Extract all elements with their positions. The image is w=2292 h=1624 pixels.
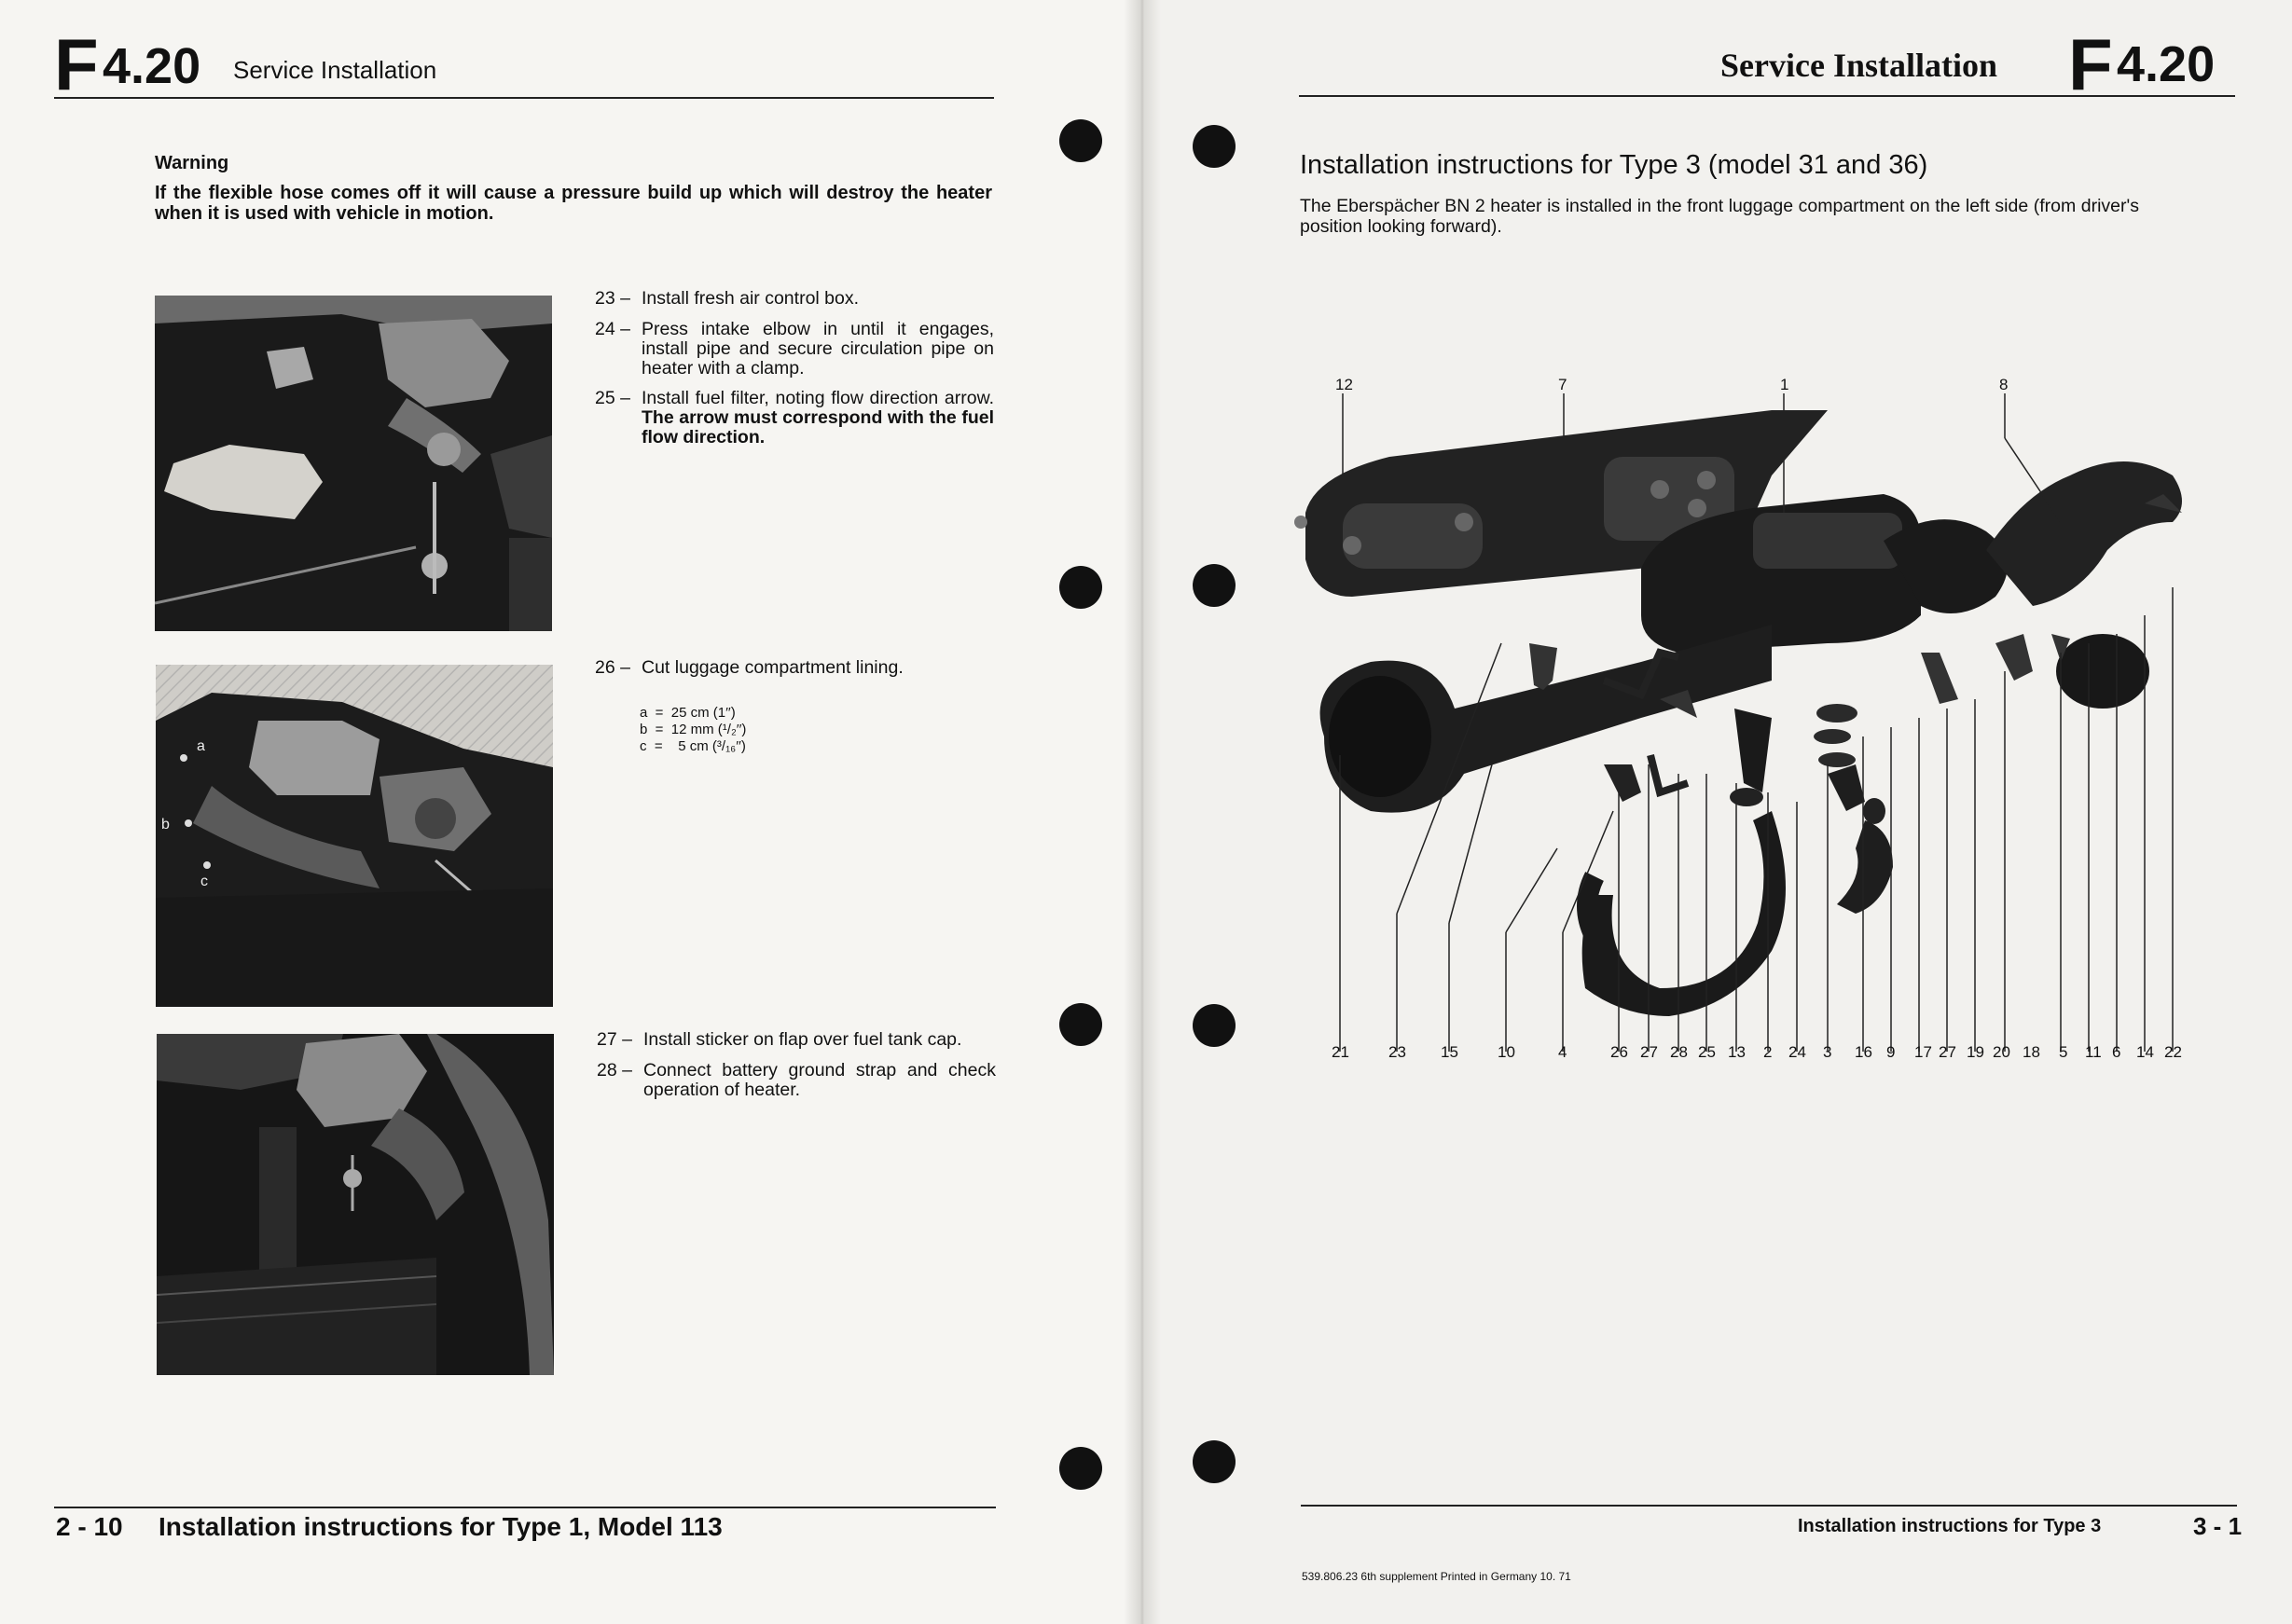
step-25-emphasis: The arrow must correspond with the fuel flow direction. (642, 407, 994, 447)
callout-label: 21 (1332, 1043, 1349, 1061)
callout-label: 24 (1788, 1043, 1806, 1061)
dimension-b: b = 12 mm (¹/₂′′) (640, 722, 747, 737)
warning-title: Warning (155, 153, 229, 173)
callout-label: 28 (1670, 1043, 1688, 1061)
step-23: 23 – Install fresh air control box. (595, 288, 860, 309)
callout-label: 14 (2136, 1043, 2154, 1061)
callout-label: 22 (2164, 1043, 2182, 1061)
step-26: 26 – Cut luggage compartment lining. (595, 657, 904, 678)
step-25: 25 – Install fuel filter, noting flow direction arrow. The arrow must correspond with the fuel flow direction. (595, 388, 994, 447)
callout-label: 10 (1498, 1043, 1515, 1061)
callout-label: 1 (1780, 376, 1789, 393)
callout-label: 2 (1763, 1043, 1773, 1061)
print-line: 539.806.23 6th supplement Printed in Germany 10. 71 (1302, 1570, 1571, 1583)
callout-label: 15 (1441, 1043, 1458, 1061)
photo-fresh-air-control-box (155, 296, 552, 631)
left-header (54, 23, 996, 105)
header-title: Service Installation (233, 56, 437, 84)
callout-label: 11 (2085, 1043, 2102, 1061)
callout-label: 6 (2112, 1043, 2121, 1061)
header-rule (1299, 95, 2235, 97)
dimension-a: a = 25 cm (1′′) (640, 705, 736, 721)
callout-label: 9 (1886, 1043, 1896, 1061)
right-header (1296, 23, 2238, 105)
callout-label: 18 (2023, 1043, 2040, 1061)
step-25-text: Install fuel filter, noting flow direction arrow. (642, 388, 994, 408)
callout-label: 19 (1967, 1043, 1984, 1061)
callout-label: 27 (1640, 1043, 1658, 1061)
callout-label: 27 (1939, 1043, 1956, 1061)
header-rule (54, 97, 994, 99)
callout-label: 7 (1558, 376, 1567, 393)
footer-title: Installation instructions for Type 3 (1798, 1516, 2102, 1536)
callout-label: 4 (1558, 1043, 1567, 1061)
callout-label: 16 (1855, 1043, 1872, 1061)
section-letter: F (2068, 23, 2113, 105)
footer-rule (1301, 1505, 2237, 1507)
punch-hole (1193, 564, 1236, 607)
section-number: 4.20 (103, 38, 201, 94)
photo-luggage-compartment-lining (156, 665, 553, 1007)
punch-hole (1059, 566, 1102, 609)
callout-label: 26 (1610, 1043, 1628, 1061)
photo-label-b: b (161, 817, 170, 833)
callout-label: 12 (1335, 376, 1353, 393)
section-number: 4.20 (2117, 36, 2216, 92)
punch-hole (1193, 1004, 1236, 1047)
footer-title: Installation instructions for Type 1, Model 113 (159, 1512, 723, 1541)
step-24: 24 – Press intake elbow in until it engages, install pipe and secure circulation pipe on heater with a clamp. (595, 319, 994, 378)
punch-hole (1059, 1447, 1102, 1490)
section-letter: F (54, 23, 99, 105)
callout-label: 13 (1728, 1043, 1746, 1061)
warning-text: If the flexible hose comes off it will cause a pressure build up which will destroy the heater when it is used with vehicle in motion. (155, 183, 992, 224)
header-title: Service Installation (1720, 47, 1997, 84)
punch-hole (1193, 125, 1236, 168)
photo-label-c: c (200, 874, 208, 889)
step-27: 27 – Install sticker on flap over fuel tank cap. (597, 1029, 962, 1050)
punch-hole (1059, 1003, 1102, 1046)
exploded-heater-diagram (1250, 373, 2285, 1081)
punch-hole (1193, 1440, 1236, 1483)
dimension-c: c = 5 cm (³/₁₆′′) (640, 738, 746, 754)
callout-label: 25 (1698, 1043, 1716, 1061)
callout-label: 17 (1914, 1043, 1932, 1061)
callout-label: 5 (2059, 1043, 2068, 1061)
photo-fuel-tank-flap (157, 1034, 554, 1375)
callout-label: 20 (1993, 1043, 2010, 1061)
page-title: Installation instructions for Type 3 (model 31 and 36) (1300, 150, 1928, 180)
step-28: 28 – Connect battery ground strap and check operation of heater. (597, 1060, 996, 1100)
callout-label: 23 (1388, 1043, 1406, 1061)
book-gutter (1124, 0, 1161, 1624)
intro-text: The Eberspächer BN 2 heater is installed in the front luggage compartment on the left side (from driver's position looking forward). (1300, 196, 2139, 237)
punch-hole (1059, 119, 1102, 162)
dimension-list (640, 705, 746, 755)
callout-label: 3 (1823, 1043, 1832, 1061)
page-number: 2 - 10 (56, 1512, 123, 1541)
photo-label-a: a (197, 738, 205, 754)
footer-rule (54, 1507, 996, 1508)
callout-label: 8 (1999, 376, 2009, 393)
page-number: 3 - 1 (2193, 1512, 2243, 1540)
